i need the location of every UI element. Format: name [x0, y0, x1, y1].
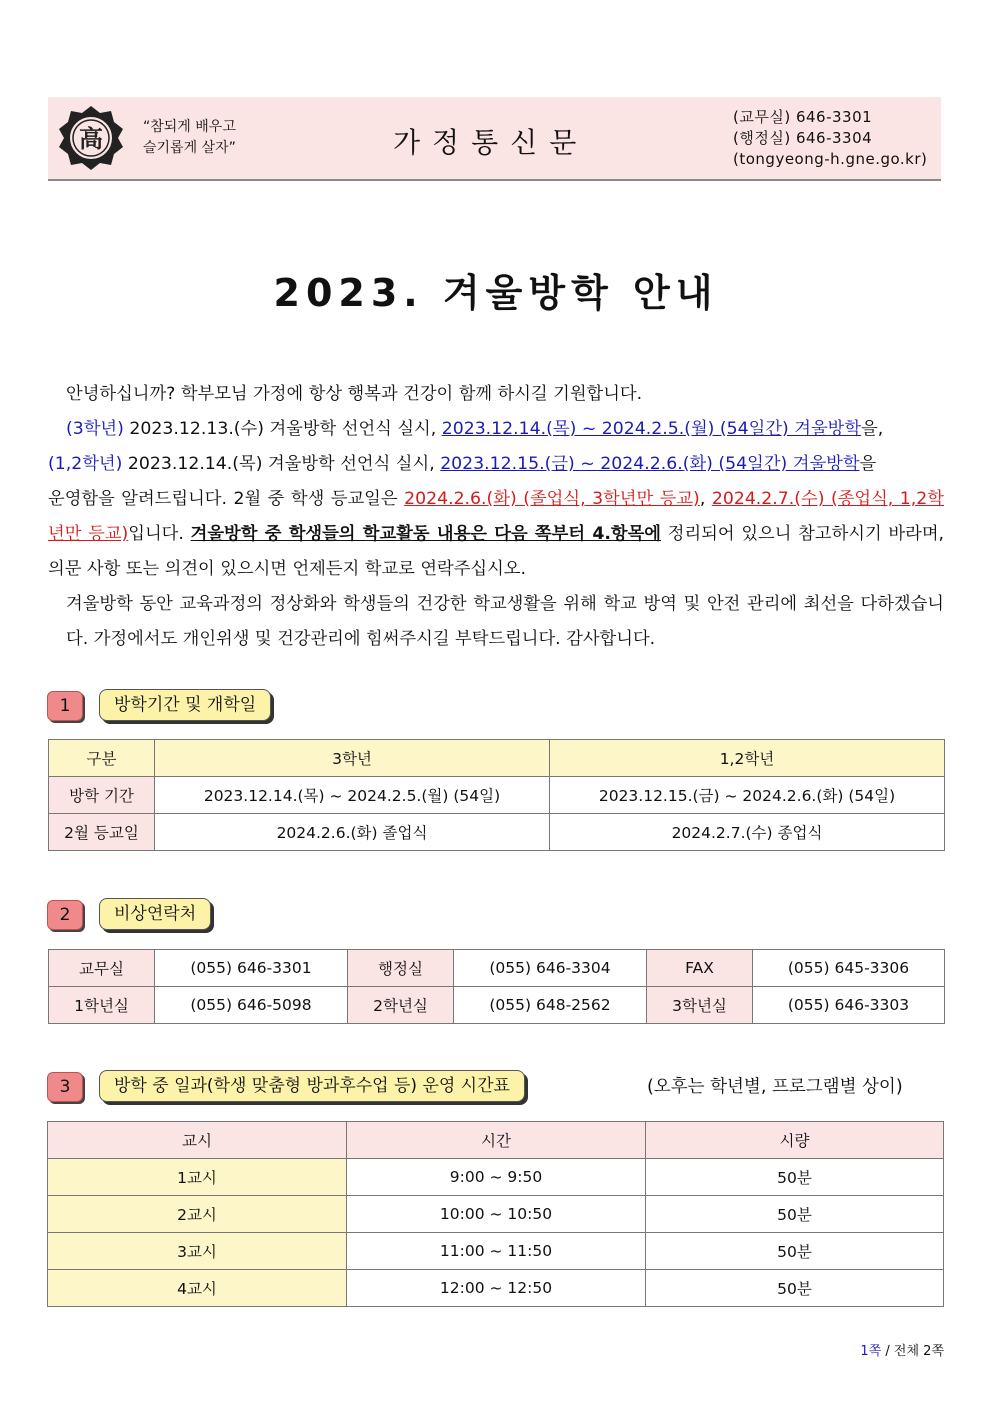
motto-line-2: 슬기롭게 살자” — [143, 140, 236, 156]
doc-type-title: 가정통신문 — [393, 126, 589, 159]
vacation-period-table — [48, 739, 945, 851]
table-cell: 2024.2.7.(수) 종업식 — [550, 814, 945, 851]
row-label: FAX — [647, 950, 753, 987]
row-label: 2월 등교일 — [49, 814, 155, 851]
contact-info — [733, 107, 927, 170]
table-row — [49, 777, 945, 814]
page-footer — [860, 1340, 944, 1359]
table-row — [48, 1196, 944, 1233]
comma: , — [699, 489, 712, 509]
section-1-label: 방학기간 및 개학일 — [99, 689, 271, 721]
table-cell: 50분 — [646, 1233, 944, 1270]
table-row — [49, 814, 945, 851]
table-cell: (055) 646-3304 — [454, 950, 647, 987]
grade3-text: 2023.12.13.(수) 겨울방학 선언식 실시, — [123, 419, 442, 439]
section-2-number: 2 — [47, 900, 83, 930]
school-emblem-icon — [58, 105, 124, 171]
section-3-number: 3 — [47, 1072, 83, 1102]
grade12-tail: 을 — [859, 454, 877, 474]
grade3-line — [48, 412, 944, 447]
row-label: 1학년실 — [49, 987, 155, 1024]
header-cell: 1,2학년 — [550, 740, 945, 777]
header-banner — [48, 97, 941, 181]
table-cell: (055) 648-2562 — [454, 987, 647, 1024]
row-label: 3교시 — [48, 1233, 347, 1270]
grade12-line — [48, 447, 944, 482]
closing-paragraph: 겨울방학 동안 교육과정의 정상화와 학생들의 건강한 학교생활을 위해 학교 방역 및 안전 관리에 최선을 다하겠습니다. 가정에서도 개인위생 및 건강관리에 힘써주시길 부탁드립니다. 감사합니다. — [66, 594, 944, 649]
table-cell: 9:00 ~ 9:50 — [347, 1159, 646, 1196]
grade12-period: 2023.12.15.(금) ~ 2024.2.6.(화) (54일간) 겨울방학 — [440, 454, 860, 474]
row-label: 3학년실 — [647, 987, 753, 1024]
table-cell: 2024.2.6.(화) 졸업식 — [155, 814, 550, 851]
emergency-contact-table — [48, 949, 945, 1024]
table-cell: (055) 646-3301 — [155, 950, 348, 987]
table-cell: 10:00 ~ 10:50 — [347, 1196, 646, 1233]
row-label: 2교시 — [48, 1196, 347, 1233]
table-header-row — [48, 1122, 944, 1159]
section-2-label: 비상연락처 — [99, 898, 211, 930]
grade3-label: (3학년) — [66, 419, 124, 439]
grade3-tail: 을, — [861, 419, 884, 439]
header-cell: 시간 — [347, 1122, 646, 1159]
page-total: 전체 2쪽 — [893, 1344, 944, 1359]
header-cell: 시량 — [646, 1122, 944, 1159]
page-separator: / — [881, 1344, 894, 1359]
table-row — [48, 1159, 944, 1196]
table-cell: 11:00 ~ 11:50 — [347, 1233, 646, 1270]
table-cell: 2023.12.15.(금) ~ 2024.2.6.(화) (54일) — [550, 777, 945, 814]
table-cell: 50분 — [646, 1159, 944, 1196]
table-row — [49, 950, 945, 987]
intro-text — [48, 377, 944, 657]
grade12-text: 2023.12.14.(목) 겨울방학 선언식 실시, — [122, 454, 441, 474]
table-row — [48, 1270, 944, 1307]
row-label: 교무실 — [49, 950, 155, 987]
contact-line-1: (교무실) 646-3301 — [733, 108, 873, 126]
activity-note: 겨울방학 중 학생들의 학교활동 내용은 다음 쪽부터 4.항목에 — [190, 524, 661, 544]
page-number: 1쪽 — [860, 1344, 882, 1359]
date-grade12: 2024.2.7.(수) (종업식, 1,2학년만 등교) — [48, 489, 944, 544]
section-3-label: 방학 중 일과(학생 맞춤형 방과후수업 등) 운영 시간표 — [99, 1070, 525, 1102]
table-row — [48, 1233, 944, 1270]
table-cell: 50분 — [646, 1196, 944, 1233]
row-label: 2학년실 — [348, 987, 454, 1024]
header-cell: 3학년 — [155, 740, 550, 777]
school-motto — [143, 117, 236, 159]
section-3-note: (오후는 학년별, 프로그램별 상이) — [647, 1077, 903, 1097]
row-label: 4교시 — [48, 1270, 347, 1307]
contact-line-2: (행정실) 646-3304 — [733, 129, 873, 147]
table-cell: (055) 646-3303 — [753, 987, 945, 1024]
table-cell: (055) 646-5098 — [155, 987, 348, 1024]
table-header-row — [49, 740, 945, 777]
table-cell: 12:00 ~ 12:50 — [347, 1270, 646, 1307]
table-cell: 2023.12.14.(목) ~ 2024.2.5.(월) (54일) — [155, 777, 550, 814]
section-1-number: 1 — [47, 691, 83, 721]
tail-text: 정리되어 있으니 참고하시기 바라며, 의문 사항 또는 의견이 있으시면 언제든지 학교로 연락주십시오. — [48, 524, 945, 579]
table-cell: (055) 645-3306 — [753, 950, 945, 987]
header-cell: 구분 — [49, 740, 155, 777]
row-label: 행정실 — [348, 950, 454, 987]
schedule-table — [47, 1121, 944, 1307]
mid-text: 입니다. — [128, 524, 191, 544]
grade12-label: (1,2학년) — [48, 454, 123, 474]
grade3-period: 2023.12.14.(목) ~ 2024.2.5.(월) (54일간) 겨울방학 — [441, 419, 862, 439]
notice-text: 운영함을 알려드립니다. 2월 중 학생 등교일은 — [48, 489, 405, 509]
contact-line-3: (tongyeong-h.gne.go.kr) — [733, 150, 928, 168]
motto-line-1: “참되게 배우고 — [143, 119, 236, 135]
notice-paragraph — [48, 482, 944, 587]
greeting: 안녕하십니까? 학부모님 가정에 항상 행복과 건강이 함께 하시길 기원합니다. — [66, 384, 643, 404]
page-title: 2023. 겨울방학 안내 — [273, 271, 719, 315]
header-cell: 교시 — [48, 1122, 347, 1159]
row-label: 방학 기간 — [49, 777, 155, 814]
table-cell: 50분 — [646, 1270, 944, 1307]
row-label: 1교시 — [48, 1159, 347, 1196]
table-row — [49, 987, 945, 1024]
svg-text:高: 高 — [79, 124, 103, 153]
date-grade3: 2024.2.6.(화) (졸업식, 3학년만 등교) — [404, 489, 700, 509]
